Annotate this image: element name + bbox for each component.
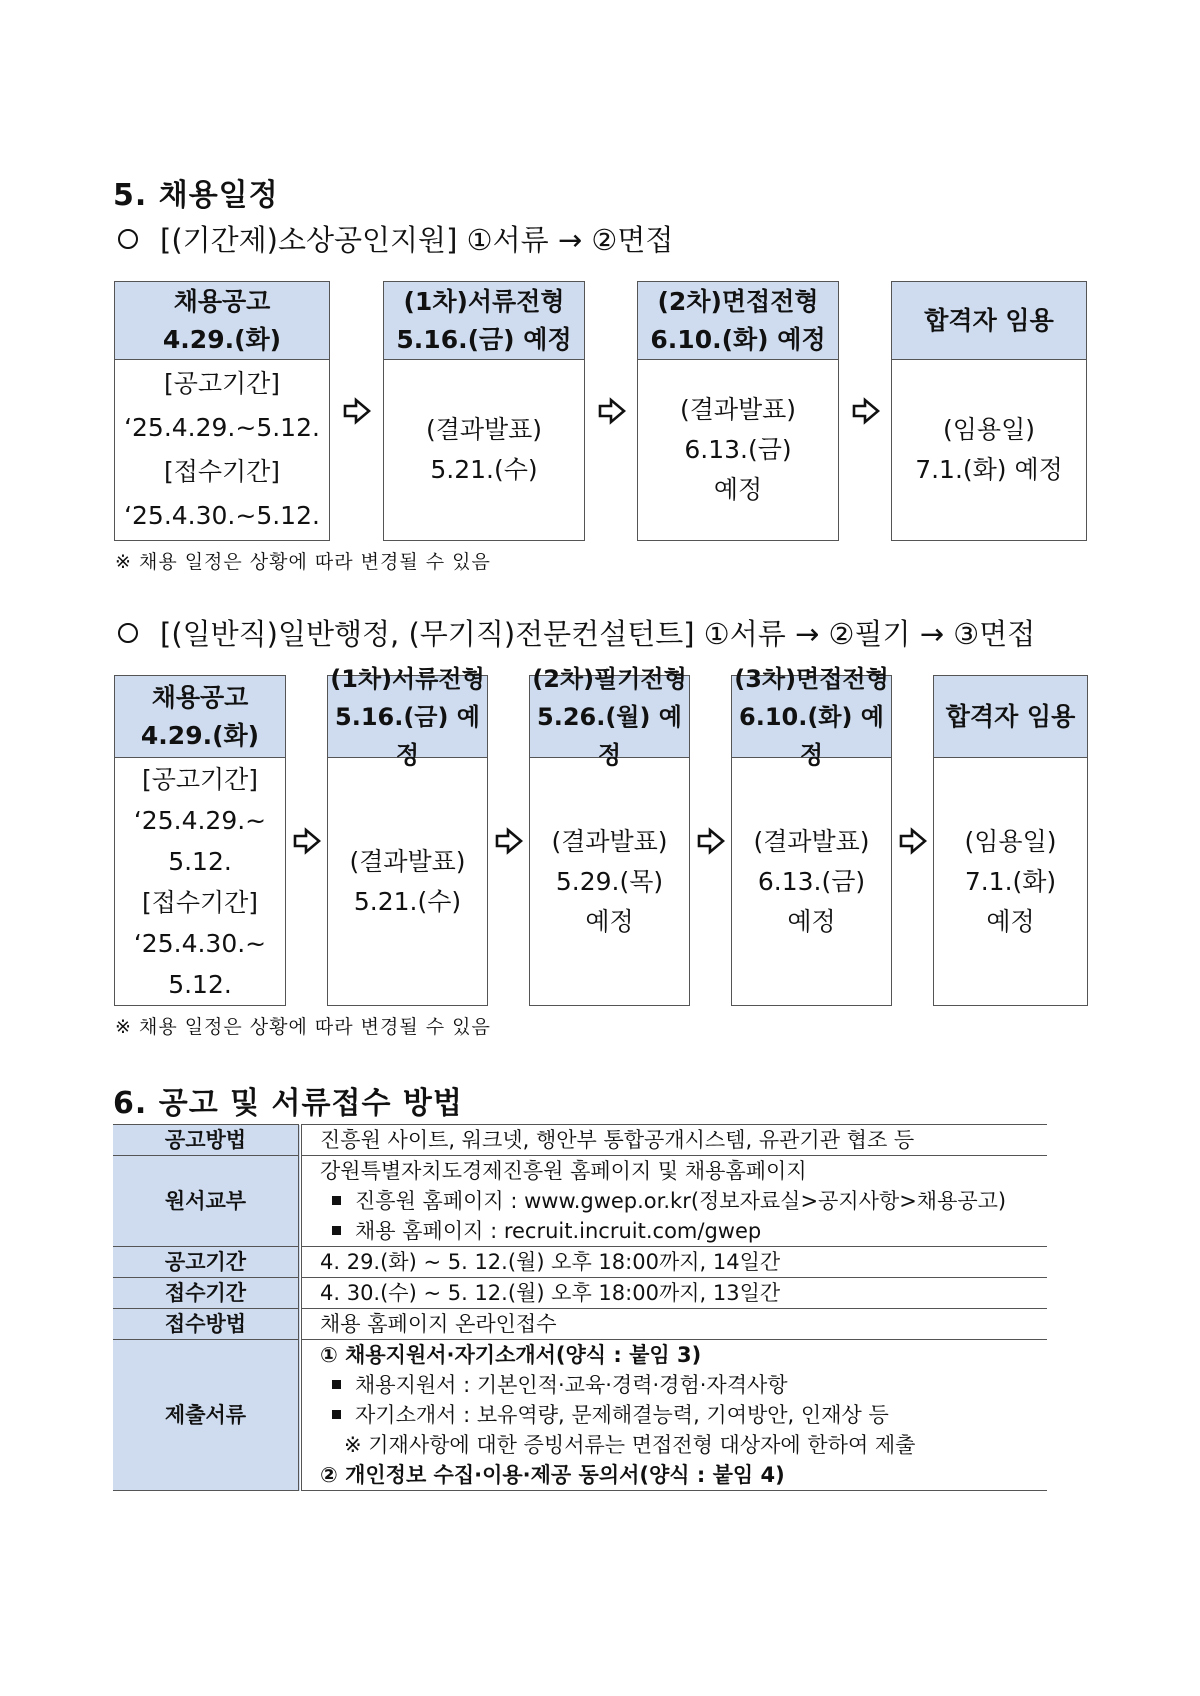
step-title: (1차)서류전형 xyxy=(403,286,565,316)
step-date: 5.26.(월) 예정 xyxy=(537,702,682,769)
step-body xyxy=(530,758,689,1005)
row-label: 접수기간 xyxy=(113,1278,300,1309)
step-body xyxy=(732,758,891,1005)
track-2-heading xyxy=(118,612,1035,653)
circle-bullet-icon xyxy=(118,229,138,249)
body-line: 7.1.(화) xyxy=(964,866,1057,896)
row-label: 원서교부 xyxy=(113,1156,300,1247)
right-arrow-icon xyxy=(898,826,928,856)
body-line: 예정 xyxy=(585,906,634,936)
value-line xyxy=(320,1186,1047,1216)
value-line: 진흥원 사이트, 워크넷, 행안부 통합공개시스템, 유관기관 협조 등 xyxy=(320,1128,915,1152)
step-body xyxy=(328,758,487,1005)
body-line: ‘25.4.30.~5.12. xyxy=(124,501,320,530)
value-line: 4. 29.(화) ~ 5. 12.(월) 오후 18:00까지, 14일간 xyxy=(320,1250,781,1274)
right-arrow-icon xyxy=(494,826,524,856)
value-line xyxy=(320,1400,1047,1430)
section-5-title: 5. 채용일정 xyxy=(113,178,279,213)
track1-step-announcement xyxy=(114,281,330,541)
step-body xyxy=(115,360,329,540)
value-text: 채용지원서 : 기본인적·교육·경력·경험·자격사항 xyxy=(355,1373,788,1397)
value-line xyxy=(320,1370,1047,1400)
body-line: (결과발표) xyxy=(753,826,870,856)
step-title: (3차)면접전형 xyxy=(734,664,889,693)
square-bullet-icon xyxy=(332,1380,341,1389)
row-label: 공고기간 xyxy=(113,1247,300,1278)
step-body xyxy=(384,360,584,540)
body-line: ‘25.4.29.~ xyxy=(133,805,267,835)
track-2-heading-text: [(일반직)일반행정, (무기직)전문컨설턴트] ①서류 → ②필기 → ③면접 xyxy=(160,617,1036,651)
step-body xyxy=(892,360,1086,540)
right-arrow-icon xyxy=(342,396,372,426)
row-value xyxy=(300,1309,1047,1340)
schedule-note: ※ 채용 일정은 상황에 따라 변경될 수 있음 xyxy=(115,551,491,573)
row-value xyxy=(300,1247,1047,1278)
step-header xyxy=(115,282,329,360)
step-header xyxy=(934,676,1087,758)
table-row xyxy=(113,1309,1047,1340)
step-title: (2차)필기전형 xyxy=(532,664,687,693)
square-bullet-icon xyxy=(332,1226,341,1235)
track1-step-interview xyxy=(637,281,839,541)
step-date: 5.16.(금) 예정 xyxy=(396,324,572,354)
track1-step-appointment xyxy=(891,281,1087,541)
right-arrow-icon xyxy=(292,826,322,856)
body-line: (결과발표) xyxy=(551,826,668,856)
track-1-heading xyxy=(118,218,673,259)
table-row xyxy=(113,1247,1047,1278)
body-line: 6.13.(금) xyxy=(684,435,792,464)
step-header xyxy=(328,664,487,769)
row-value xyxy=(300,1340,1047,1491)
track2-step-interview xyxy=(731,664,892,1006)
table-row xyxy=(113,1156,1047,1247)
body-line: 예정 xyxy=(787,906,836,936)
body-line: 5.12. xyxy=(168,969,232,999)
body-line: (임용일) xyxy=(964,826,1057,856)
step-title: 채용공고 xyxy=(151,682,249,712)
track1-step-document-screening xyxy=(383,281,585,541)
step-title: (1차)서류전형 xyxy=(330,664,485,693)
body-line: ‘25.4.30.~ xyxy=(133,928,267,958)
step-body xyxy=(115,758,285,1005)
body-line: [공고기간] xyxy=(163,369,281,398)
step-header xyxy=(732,664,891,769)
body-line: 6.13.(금) xyxy=(757,866,866,896)
table-row xyxy=(113,1340,1047,1491)
value-line: 4. 30.(수) ~ 5. 12.(월) 오후 18:00까지, 13일간 xyxy=(320,1281,781,1305)
row-value xyxy=(300,1278,1047,1309)
step-header xyxy=(115,676,285,758)
body-line: 5.21.(수) xyxy=(430,455,538,484)
value-line: 채용 홈페이지 온라인접수 xyxy=(320,1312,557,1336)
value-line: ② 개인정보 수집·이용·제공 동의서(양식 : 붙임 4) xyxy=(320,1463,785,1487)
table-row xyxy=(113,1278,1047,1309)
row-label: 제출서류 xyxy=(113,1340,300,1491)
track2-step-appointment xyxy=(933,675,1088,1006)
table-row xyxy=(113,1125,1047,1156)
body-line: 5.12. xyxy=(168,846,232,876)
track2-step-announcement xyxy=(114,675,286,1006)
body-line: [공고기간] xyxy=(141,764,259,794)
square-bullet-icon xyxy=(332,1196,341,1205)
body-line: 예정 xyxy=(713,475,763,504)
value-line: 강원특별자치도경제진흥원 홈페이지 및 채용홈페이지 xyxy=(320,1159,807,1183)
step-title: 합격자 임용 xyxy=(924,305,1054,335)
step-header xyxy=(638,282,838,360)
circle-bullet-icon xyxy=(118,623,138,643)
track-1-heading-text: [(기간제)소상공인지원] ①서류 → ②면접 xyxy=(160,223,674,257)
section-6-title: 6. 공고 및 서류접수 방법 xyxy=(113,1086,463,1121)
value-line: ① 채용지원서·자기소개서(양식 : 붙임 3) xyxy=(320,1343,702,1367)
row-value xyxy=(300,1156,1047,1247)
value-line: ※ 기재사항에 대한 증빙서류는 면접전형 대상자에 한하여 제출 xyxy=(344,1433,916,1457)
body-line: 7.1.(화) 예정 xyxy=(915,455,1063,484)
body-line: 5.29.(목) xyxy=(555,866,664,896)
step-body xyxy=(638,360,838,540)
right-arrow-icon xyxy=(597,396,627,426)
square-bullet-icon xyxy=(332,1410,341,1419)
body-line: 예정 xyxy=(986,906,1035,936)
row-value xyxy=(300,1125,1047,1156)
step-body xyxy=(934,758,1087,1005)
value-line xyxy=(320,1216,1047,1246)
right-arrow-icon xyxy=(696,826,726,856)
step-date: 5.16.(금) 예정 xyxy=(335,702,480,769)
step-date: 4.29.(화) xyxy=(162,324,282,354)
schedule-note: ※ 채용 일정은 상황에 따라 변경될 수 있음 xyxy=(115,1016,491,1038)
body-line: (결과발표) xyxy=(425,415,543,444)
body-line: [접수기간] xyxy=(141,887,259,917)
body-line: (결과발표) xyxy=(679,395,797,424)
step-header xyxy=(384,282,584,360)
step-date: 4.29.(화) xyxy=(140,720,260,750)
step-date: 6.10.(화) 예정 xyxy=(739,702,884,769)
step-title: 채용공고 xyxy=(173,286,271,316)
step-date: 6.10.(화) 예정 xyxy=(650,324,826,354)
step-header xyxy=(892,282,1086,360)
body-line: [접수기간] xyxy=(163,457,281,486)
row-label: 접수방법 xyxy=(113,1309,300,1340)
value-text: 채용 홈페이지 : recruit.incruit.com/gwep xyxy=(355,1219,762,1243)
value-text: 진흥원 홈페이지 : www.gwep.or.kr(정보자료실>공지사항>채용공고) xyxy=(355,1189,1007,1213)
track2-step-document-screening xyxy=(327,664,488,1006)
step-header xyxy=(530,664,689,769)
body-line: ‘25.4.29.~5.12. xyxy=(124,413,320,442)
right-arrow-icon xyxy=(851,396,881,426)
value-text: 자기소개서 : 보유역량, 문제해결능력, 기여방안, 인재상 등 xyxy=(355,1403,889,1427)
body-line: (임용일) xyxy=(943,415,1035,444)
body-line: 5.21.(수) xyxy=(353,886,462,916)
step-title: (2차)면접전형 xyxy=(657,286,819,316)
body-line: (결과발표) xyxy=(349,846,466,876)
step-title: 합격자 임용 xyxy=(945,701,1076,731)
application-method-table xyxy=(113,1124,1047,1491)
track2-step-written-test xyxy=(529,664,690,1006)
row-label: 공고방법 xyxy=(113,1125,300,1156)
